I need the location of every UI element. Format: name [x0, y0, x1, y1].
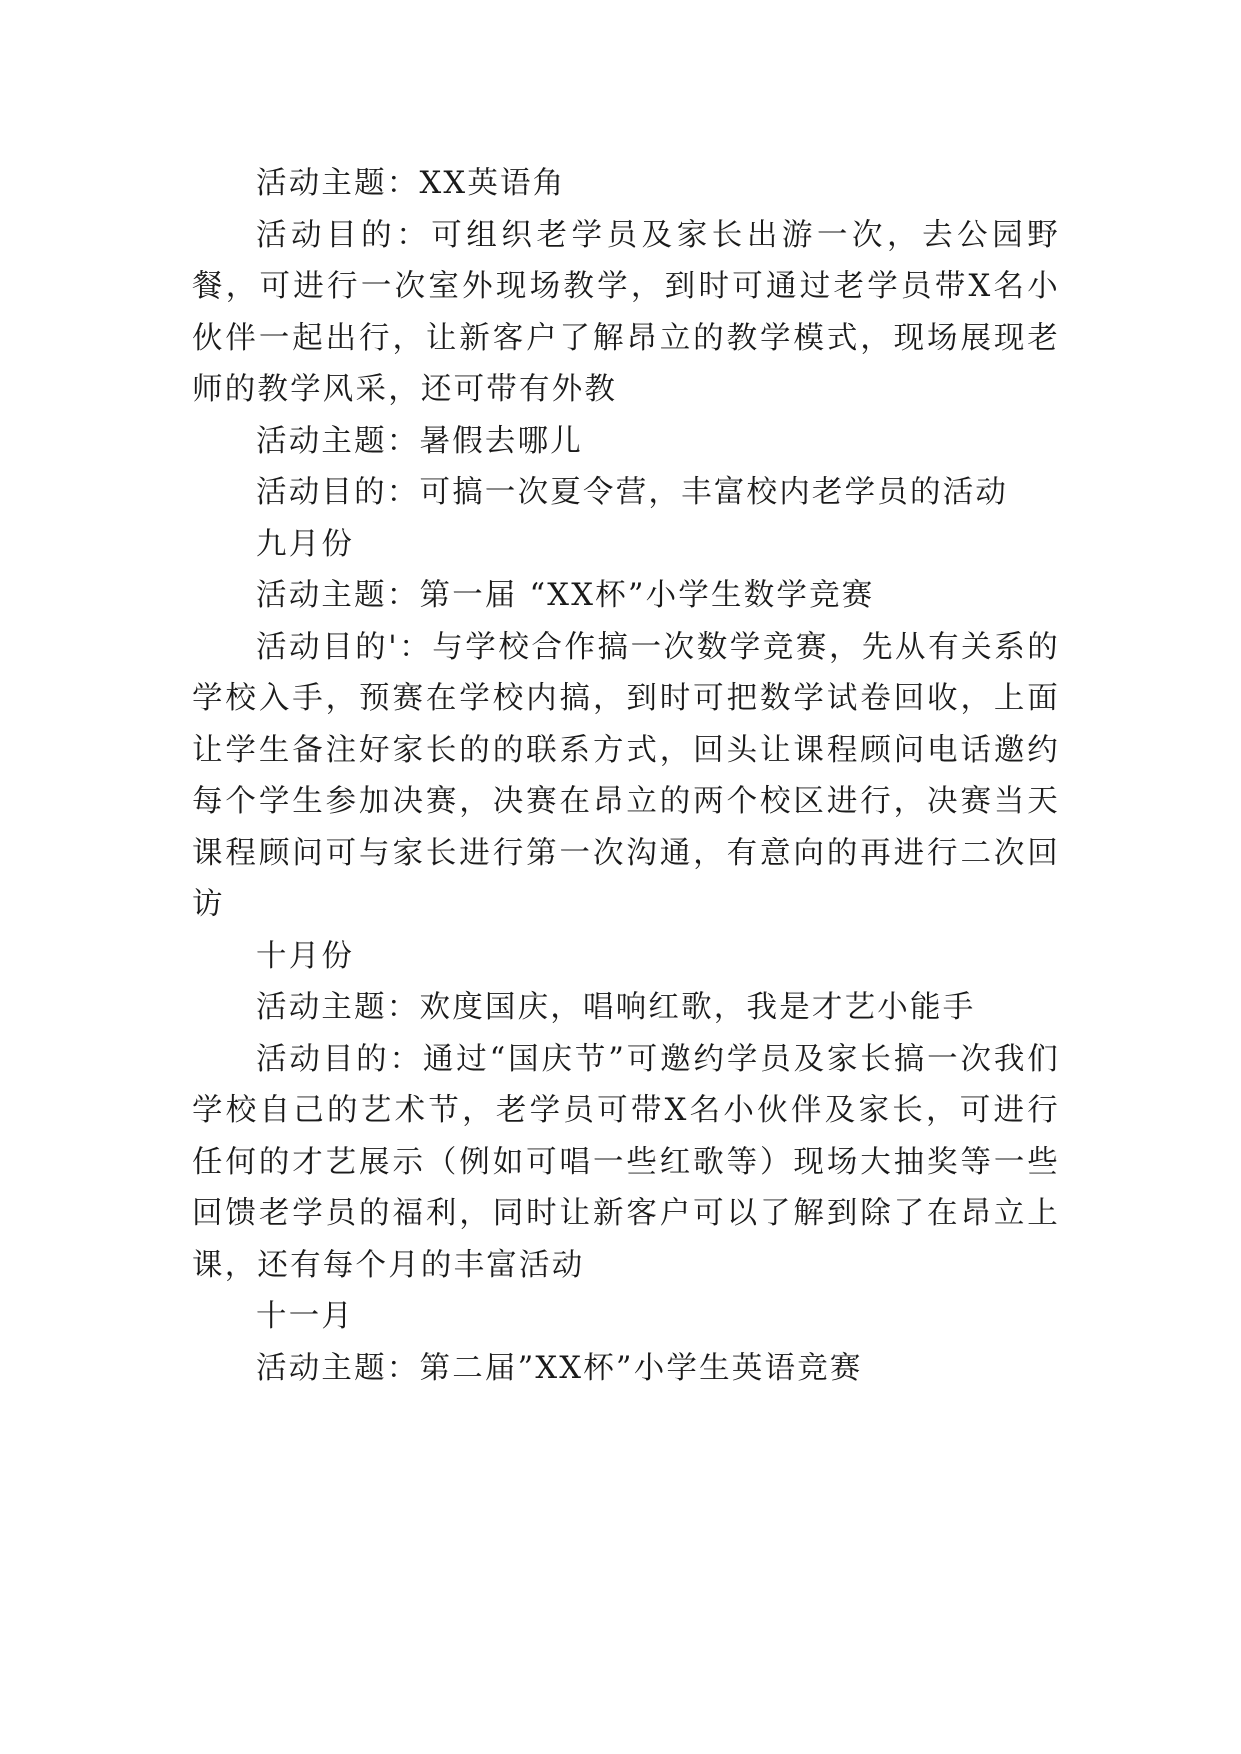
- heading-november: 十一月: [256, 1299, 355, 1334]
- paragraph-theme-english-corner: 活动主题：XX英语角: [256, 166, 566, 201]
- paragraph-theme-english-contest: 活动主题：第二届”XX杯”小学生英语竞赛: [256, 1350, 863, 1386]
- document-body: [192, 158, 1060, 1394]
- paragraph-purpose-math-contest: 活动目的'：与学校合作搞一次数学竞赛，先从有关系的学校入手，预赛在学校内搞，到时可把数学试卷回收，上面让学生备注好家长的的联系方式，回头让课程顾问电话邀约每个学生参加决赛，决赛在昂立的两个校区进行，决赛当天课程顾问可与家长进行第一次沟通，有意向的再进行二次回访: [192, 629, 1060, 922]
- paragraph-theme-math-contest: 活动主题：第一届 “XX杯”小学生数学竞赛: [256, 578, 875, 613]
- heading-october: 十月份: [256, 938, 355, 974]
- paragraph-theme-summer: 活动主题：暑假去哪儿: [256, 423, 583, 459]
- paragraph-theme-national-day: 活动主题：欢度国庆，唱响红歌，我是才艺小能手: [256, 990, 976, 1025]
- paragraph-purpose-summer-camp: 活动目的：可搞一次夏令营，丰富校内老学员的活动: [256, 475, 1009, 510]
- heading-september: 九月份: [256, 526, 355, 562]
- paragraph-purpose-outing: 活动目的：可组织老学员及家长出游一次，去公园野餐，可进行一次室外现场教学，到时可通过老学员带X名小伙伴一起出行，让新客户了解昂立的教学模式，现场展现老师的教学风采，还可带有外教: [192, 217, 1060, 407]
- paragraph-purpose-art-festival: 活动目的：通过“国庆节”可邀约学员及家长搞一次我们学校自己的艺术节，老学员可带X名小伙伴及家长，可进行任何的才艺展示（例如可唱一些红歌等）现场大抽奖等一些回馈老学员的福利，同时让新客户可以了解到除了在昂立上课，还有每个月的丰富活动: [192, 1041, 1060, 1283]
